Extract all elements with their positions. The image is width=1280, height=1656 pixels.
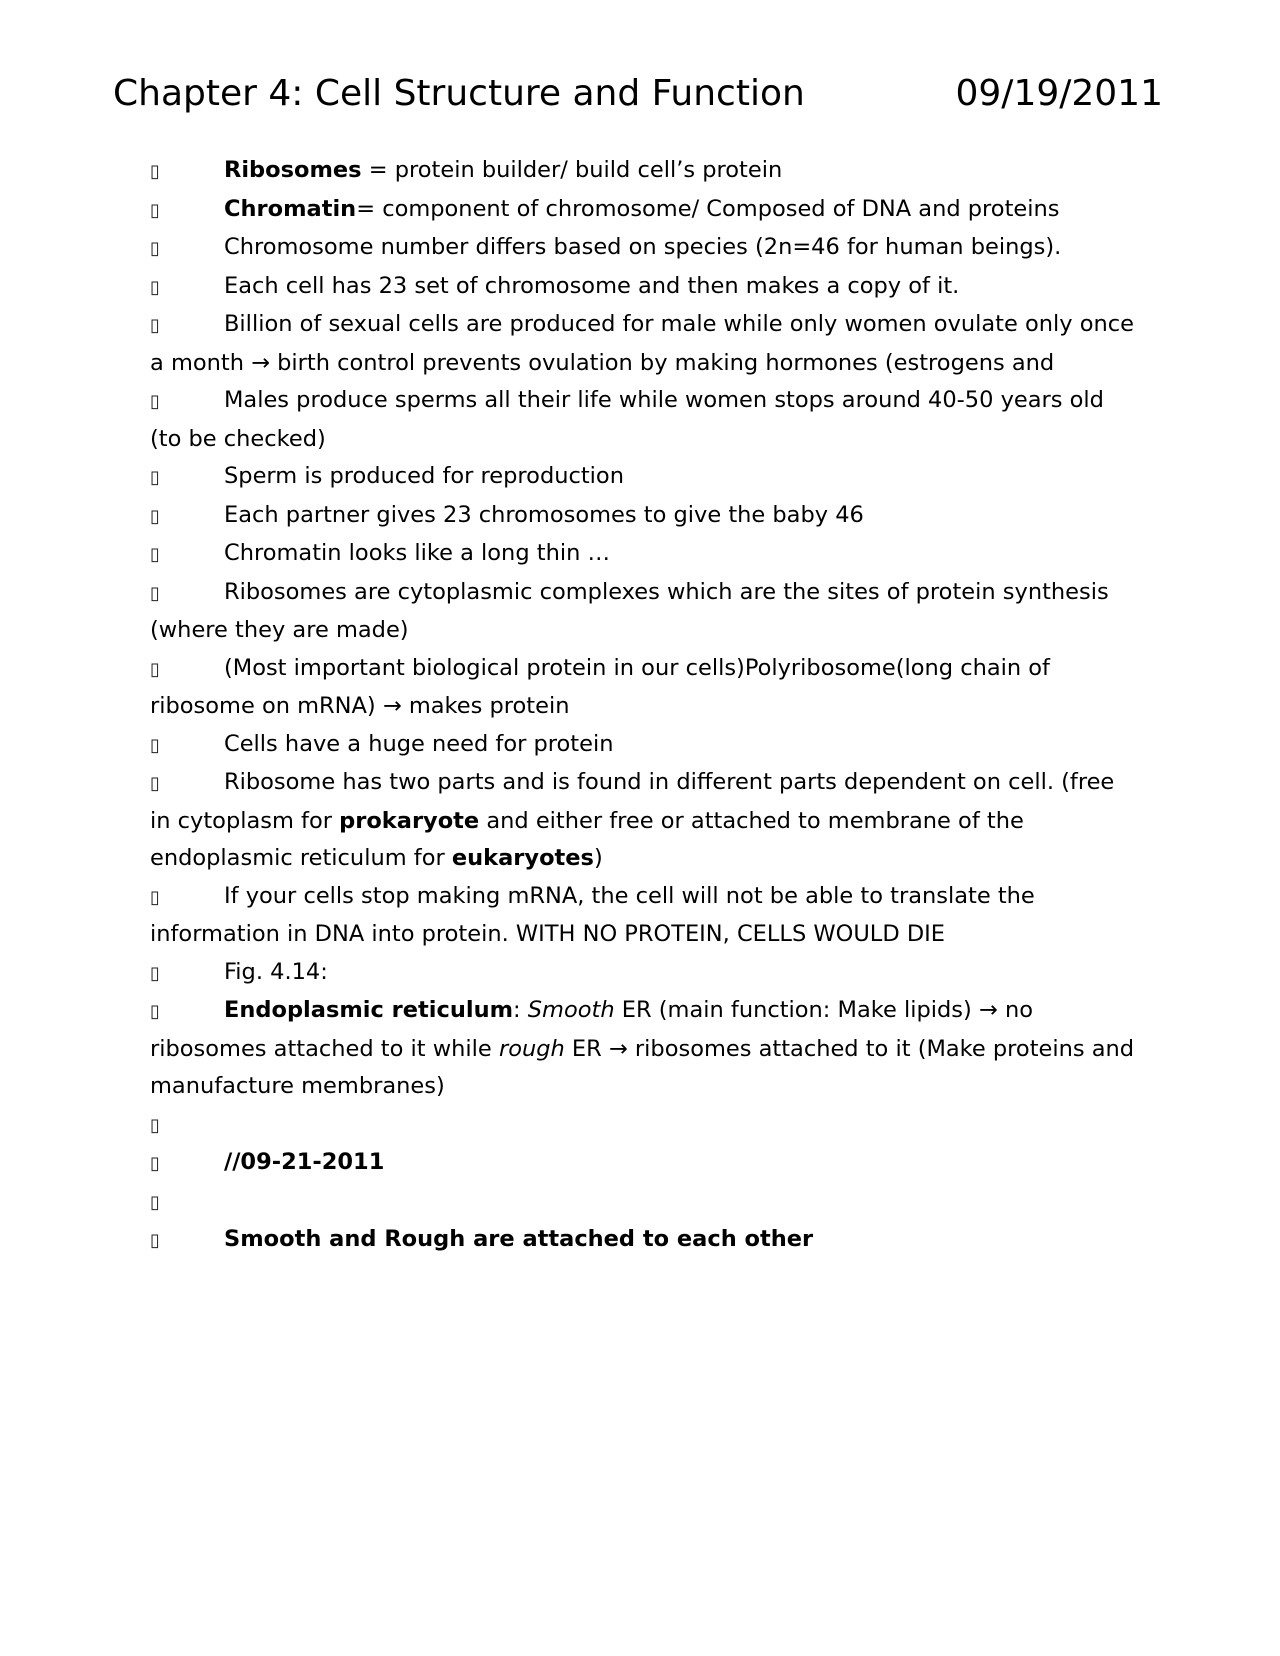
bold-text: Ribosomes — [224, 157, 362, 183]
bullet-item — [150, 1221, 1140, 1260]
bold-text: Smooth and Rough are attached to each other — [224, 1226, 814, 1252]
text-run: (Most important biological protein in our cells)Polyribosome(long chain of ribosome on mRNA) → makes protein — [150, 654, 1050, 719]
bullet-icon: ▯ — [150, 1114, 160, 1136]
text-run: : — [513, 997, 528, 1023]
bullet-icon: ▯ — [150, 391, 160, 412]
bullet-item — [150, 992, 1140, 1106]
text-run: ER (main function: Make lipids) → no ribosomes attached to it while — [150, 997, 1033, 1062]
bullet-icon: ▯ — [150, 734, 160, 756]
text-run: Chromatin looks like a long thin … — [224, 540, 610, 566]
header-date: 09/19/2011 — [955, 73, 1163, 114]
bullet-item — [150, 954, 1140, 993]
bold-text: Endoplasmic reticulum — [224, 997, 514, 1023]
bullet-icon: ▯ — [150, 199, 160, 221]
bullet-icon: ▯ — [150, 582, 160, 604]
bullet-icon: ▯ — [150, 1001, 160, 1022]
bullet-item — [150, 497, 1140, 536]
bullet-item — [150, 764, 1140, 878]
bold-text: //09-21-2011 — [224, 1149, 385, 1175]
bullet-icon: ▯ — [150, 886, 160, 908]
text-run: ER → ribosomes attached to it (Make proteins and manufacture membranes) — [150, 1035, 1135, 1099]
bullet-icon: ▯ — [150, 1191, 160, 1213]
text-run: Fig. 4.14: — [224, 958, 328, 985]
bullet-item — [150, 268, 1140, 307]
text-run: If your cells stop making mRNA, the cell will not be able to translate the information in DNA into protein. WITH NO PROTEIN, CELLS WOULD DIE — [150, 882, 1035, 947]
bullet-icon: ▯ — [150, 315, 160, 336]
bullet-icon: ▯ — [150, 238, 160, 259]
bullet-item — [150, 726, 1140, 765]
bullet-item — [150, 382, 1140, 458]
bullet-icon: ▯ — [150, 773, 160, 794]
text-run: Chromosome number differs based on species (2n=46 for human beings). — [224, 234, 1062, 260]
bold-text: Chromatin — [224, 195, 357, 222]
bullet-item — [150, 306, 1140, 382]
bold-text: prokaryote — [339, 807, 480, 834]
bullet-item — [150, 458, 1140, 497]
bullet-item — [150, 191, 1140, 230]
text-run: Males produce sperms all their life while women stops around 40-50 years old (to be checked) — [150, 387, 1104, 452]
notes-body — [150, 152, 1140, 1260]
bullet-icon: ▯ — [150, 544, 160, 565]
bullet-item — [150, 535, 1140, 574]
bullet-item — [150, 574, 1140, 650]
bullet-item — [150, 878, 1140, 954]
text-run: Each partner gives 23 chromosomes to give the baby 46 — [224, 501, 864, 528]
text-run: Billion of sexual cells are produced for male while only women ovulate only once a month → birth control prevents ovulation by making hormones (estrogens and — [150, 311, 1134, 376]
bullet-icon: ▯ — [150, 658, 160, 680]
bullet-item — [150, 152, 1140, 191]
bullet-icon: ▯ — [150, 505, 160, 527]
italic-text: Smooth — [527, 997, 615, 1023]
bullet-item — [150, 650, 1140, 726]
bullet-item — [150, 229, 1140, 268]
text-run: Sperm is produced for reproduction — [224, 463, 624, 489]
text-run: Ribosomes are cytoplasmic complexes which are the sites of protein synthesis (where they are made) — [150, 578, 1109, 643]
bold-text: eukaryotes — [451, 845, 594, 871]
bullet-icon: ▯ — [150, 1153, 160, 1174]
text-run: Cells have a huge need for protein — [224, 730, 614, 757]
bullet-icon: ▯ — [150, 276, 160, 298]
text-run: = protein builder/ build cell’s protein — [361, 157, 783, 183]
text-run: and either free or attached to membrane of the endoplasmic reticulum for — [150, 807, 1024, 871]
text-run: ) — [593, 845, 603, 871]
bullet-item — [150, 1106, 1140, 1145]
bullet-icon: ▯ — [150, 161, 160, 182]
text-run: = component of chromosome/ Composed of DNA and proteins — [356, 195, 1060, 222]
page-title: Chapter 4: Cell Structure and Function — [113, 73, 805, 114]
page-header — [113, 72, 1163, 116]
bullet-icon: ▯ — [150, 1230, 160, 1251]
bullet-item — [150, 1144, 1140, 1183]
bullet-item — [150, 1183, 1140, 1222]
bullet-icon: ▯ — [150, 467, 160, 488]
text-run: Ribosome has two parts and is found in different parts dependent on cell. (free in cytoplasm for — [150, 769, 1115, 834]
text-run: Each cell has 23 set of chromosome and then makes a copy of it. — [224, 272, 960, 299]
bullet-icon: ▯ — [150, 962, 160, 984]
italic-text: rough — [498, 1035, 565, 1062]
